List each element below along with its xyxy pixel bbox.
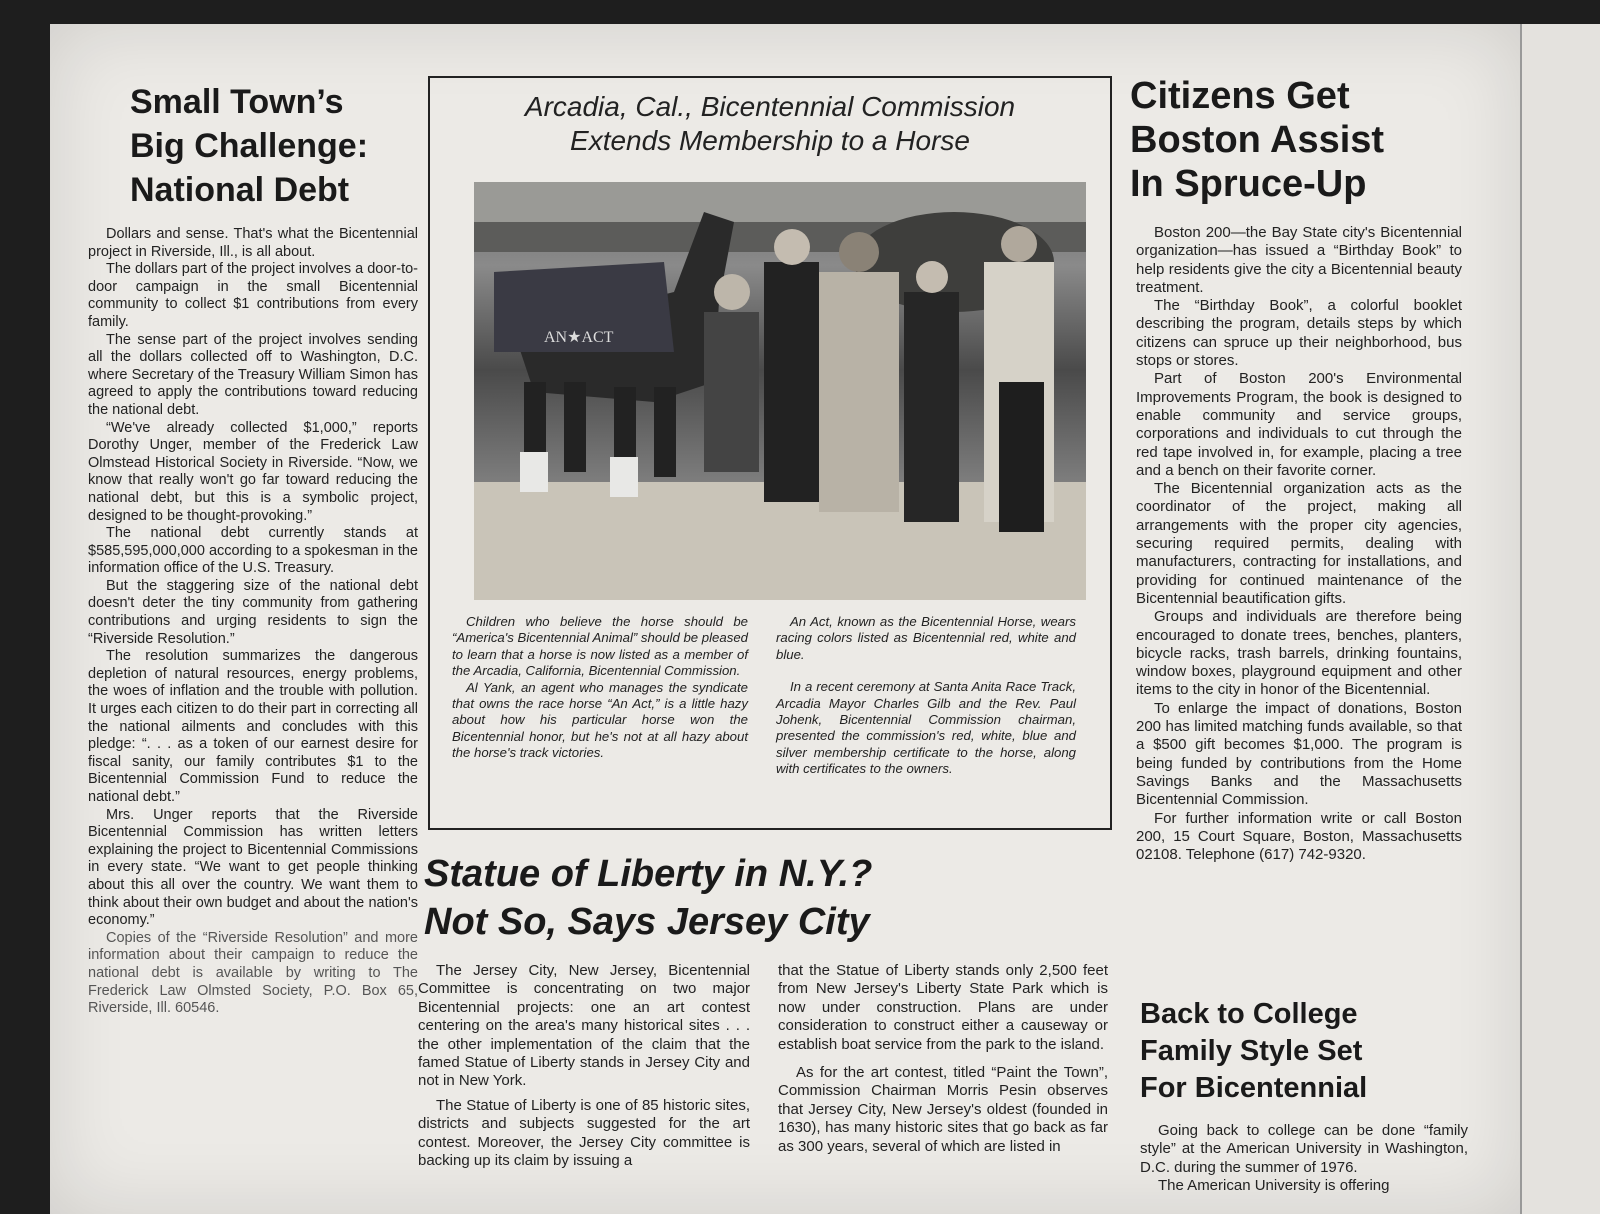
right-headline-line: Citizens Get	[1130, 75, 1350, 117]
right-headline-2-line: For Bicentennial	[1140, 1072, 1368, 1104]
paragraph: The Statue of Liberty is one of 85 historic sites, districts and subjects suggested for the art contest. Moreover, the Jersey City committee is backing up its claim by issuing a	[418, 1096, 750, 1170]
paragraph: The American University is offering	[1158, 1176, 1390, 1194]
paragraph: To enlarge the impact of donations, Boston 200 has limited matching funds available, so that a $500 gift becomes $1,000. The program is being funded by contributions from the Home Savings Banks and the Massachusetts Bicentennial Commission.	[1136, 699, 1462, 809]
caption-paragraph: Al Yank, an agent who manages the syndicate that owns the race horse “An Act,” is a little hazy about how his particular horse won the Bicentennial honor, but he's not at all hazy about the horse's track victories.	[452, 679, 748, 761]
horse-blanket-text: AN★ACT	[544, 329, 614, 346]
paragraph: Part of Boston 200's Environmental Improvements Program, the book is designed to enable community and service groups, corporations and individuals to cut through the red tape involved in, for example, placing a tree and a bench on their favorite corner.	[1136, 370, 1462, 479]
right-headline-line: Boston Assist	[1130, 119, 1385, 161]
left-headline-line: Big Challenge:	[130, 127, 369, 165]
center-article-col1	[418, 962, 750, 1170]
paragraph: The Bicentennial organization acts as the coordinator of the project, making all arrangements with the proper city agencies, securing required permits, dealing with manufacturers, contracting for installations, and providing for continued maintenance of the Bicentennial beautification gifts.	[1136, 480, 1462, 607]
left-article-body	[88, 226, 418, 1018]
right-headline-line: In Spruce-Up	[1130, 163, 1367, 205]
adjacent-page-edge	[1520, 24, 1600, 1214]
horse-ceremony-photo	[474, 182, 1086, 600]
center-article-col2	[778, 962, 1108, 1156]
caption-right	[776, 614, 1076, 778]
right-article-body	[1136, 224, 1462, 864]
paragraph: The dollars part of the project involves a door-to-door campaign in the small Bicentennial community to collect $1 contributions from every family.	[88, 261, 418, 330]
box-title-line: Extends Membership to a Horse	[570, 125, 970, 156]
caption-left	[452, 614, 748, 762]
right-article-2-body	[1140, 1122, 1468, 1195]
paragraph: But the staggering size of the national debt doesn't deter the tiny community from gathering contributions and urging residents to sign the “Riverside Resolution.”	[88, 577, 418, 647]
right-headline	[1130, 74, 1384, 206]
box-title-line: Arcadia, Cal., Bicentennial Commission	[524, 91, 1016, 122]
paragraph: Going back to college can be done “family style” at the American University in Washington, D.C. during the summer of 1976.	[1140, 1122, 1468, 1176]
paragraph: Boston 200—the Bay State city's Bicentennial organization—has issued a “Birthday Book” to help residents give the city a Bicentennial beauty treatment.	[1136, 224, 1462, 296]
paragraph: Dollars and sense. That's what the Bicentennial project in Riverside, Ill., is all about.	[88, 226, 418, 260]
paragraph: For further information write or call Boston 200, 15 Court Square, Boston, Massachusetts 02108. Telephone (617) 742-9320.	[1136, 809, 1462, 864]
caption-paragraph: Children who believe the horse should be “America's Bicentennial Animal” should be pleased to learn that a horse is now listed as a member of the Arcadia, California, Bicentennial Commission.	[452, 614, 748, 679]
paragraph: that the Statue of Liberty stands only 2,500 feet from New Jersey's Liberty State Park which is now under construction. Plans are under consideration to construct either a causeway or establish boat service from the park to the island.	[778, 962, 1108, 1053]
right-headline-2	[1140, 996, 1367, 1107]
left-headline-line: National Debt	[130, 171, 350, 209]
feature-box	[428, 76, 1112, 830]
paragraph: The “Birthday Book”, a colorful booklet describing the program, details steps by which citizens can spruce up their neighborhood, bus stops or stores.	[1136, 297, 1462, 370]
photo-illustration	[474, 182, 1086, 600]
center-headline	[424, 850, 872, 946]
caption-paragraph: In a recent ceremony at Santa Anita Race Track, Arcadia Mayor Charles Gilb and the Rev. Paul Johenk, Bicentennial Commission chairman, presented the commission's red, white, blue and silver membership certificate to the horse, along with certificates to the owners.	[776, 679, 1076, 777]
left-headline-line: Small Town’s	[130, 83, 344, 121]
center-headline-line: Statue of Liberty in N.Y.?	[424, 853, 873, 895]
paragraph: Groups and individuals are therefore being encouraged to donate trees, benches, planters, bicycle racks, trash barrels, drinking fountains, window boxes, playground equipment and other items to the city in honor of the Bicentennial.	[1136, 608, 1462, 699]
paragraph: The sense part of the project involves sending all the dollars collected off to Washington, D.C. where Secretary of the Treasury William Simon has agreed to apply the contributions toward reducing the national debt.	[88, 331, 418, 418]
paragraph: The resolution summarizes the dangerous depletion of natural resources, energy problems, the woes of inflation and the trouble with pollution. It urges each citizen to do their part in correcting all the national ailments and concludes with this pledge: “. . . as a token of our earnest desire for fiscal sanity, our family contributes $1 to the Bicentennial Commission Fund to reduce the national debt.”	[88, 648, 418, 805]
right-headline-2-line: Back to College	[1140, 998, 1358, 1030]
right-headline-2-line: Family Style Set	[1140, 1035, 1363, 1067]
paragraph: Mrs. Unger reports that the Riverside Bicentennial Commission has written letters explaining the project to Bicentennial Commissions in every state. “We want to get people thinking about this all over the country. We want them to think about their own budget and about the nation's economy.”	[88, 806, 418, 929]
paragraph: “We've already collected $1,000,” reports Dorothy Unger, member of the Frederick Law Olmstead Historical Society in Riverside. “Now, we know that really won't go far toward reducing the national debt, but this is a symbolic project, designed to be thought-provoking.”	[88, 419, 418, 524]
caption-paragraph: An Act, known as the Bicentennial Horse, wears racing colors listed as Bicentennial red, white and blue.	[776, 614, 1076, 662]
paragraph: The Jersey City, New Jersey, Bicentennial Committee is concentrating on two major Bicentennial projects: one an art contest centering on the area's many historical sites . . . the other implementation of the claim that the famed Statue of Liberty stands in Jersey City and not in New York.	[418, 962, 750, 1090]
center-headline-line: Not So, Says Jersey City	[424, 901, 870, 943]
paragraph: Copies of the “Riverside Resolution” and more information about their campaign to reduce the national debt is available by writing to The Frederick Law Olmsted Society, P.O. Box 65, Riverside, Ill. 60546.	[88, 929, 418, 1017]
paragraph: As for the art contest, titled “Paint the Town”, Commission Chairman Morris Pesin observes that Jersey City, New Jersey's oldest (founded in 1630), has many historic sites that go back as far as 300 years, several of which are listed in	[778, 1064, 1108, 1155]
paragraph: The national debt currently stands at $585,595,000,000 according to a spokesman in the information office of the U.S. Treasury.	[88, 525, 418, 577]
box-title	[430, 90, 1110, 158]
left-headline	[130, 80, 368, 212]
